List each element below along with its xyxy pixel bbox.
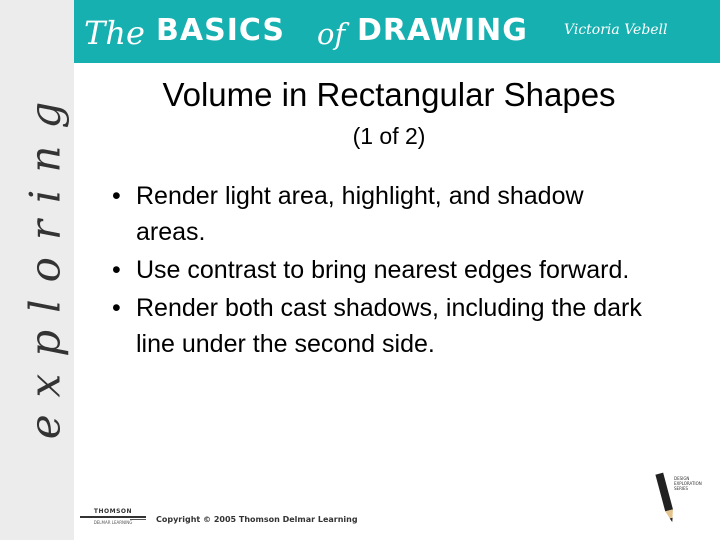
bullet-text: Render light area, highlight, and shadow areas. <box>136 182 584 246</box>
bullet-dot-icon: • <box>112 294 121 322</box>
series-logo-line: DESIGN <box>674 476 690 481</box>
bullet-item <box>110 252 650 288</box>
publisher-logo-rule <box>80 516 146 518</box>
header-banner <box>74 0 720 63</box>
publisher-logo-name: THOMSON <box>93 508 133 515</box>
copyright-text: Copyright © 2005 Thomson Delmar Learning <box>156 515 358 524</box>
bullet-item <box>110 290 650 362</box>
bullet-text: Use contrast to bring nearest edges forward. <box>136 256 630 284</box>
publisher-logo <box>80 508 146 525</box>
book-title-of: of <box>317 17 346 51</box>
publisher-logo-sub: DELMAR LEARNING <box>93 520 133 525</box>
bullet-text: Render both cast shadows, including the dark line under the second side. <box>136 294 642 358</box>
series-logo-line: EXPLORATION <box>674 481 702 486</box>
series-logo-line: SERIES <box>674 486 689 491</box>
bullet-dot-icon: • <box>112 182 121 210</box>
bullet-item <box>110 178 650 250</box>
slide-title: Volume in Rectangular Shapes <box>162 76 616 113</box>
footer-divider <box>130 519 146 520</box>
slide-subtitle: (1 of 2) <box>352 123 426 149</box>
author-name: Victoria Vebell <box>564 22 668 38</box>
book-title-drawing: DRAWING <box>357 13 528 48</box>
sidebar <box>0 0 74 540</box>
book-title-basics: BASICS <box>156 13 286 48</box>
book-title-the: The <box>84 14 145 52</box>
bullet-list <box>110 178 650 364</box>
sidebar-title-exploring: exploring <box>20 84 70 440</box>
series-logo <box>650 466 710 536</box>
bullet-dot-icon: • <box>112 256 121 284</box>
